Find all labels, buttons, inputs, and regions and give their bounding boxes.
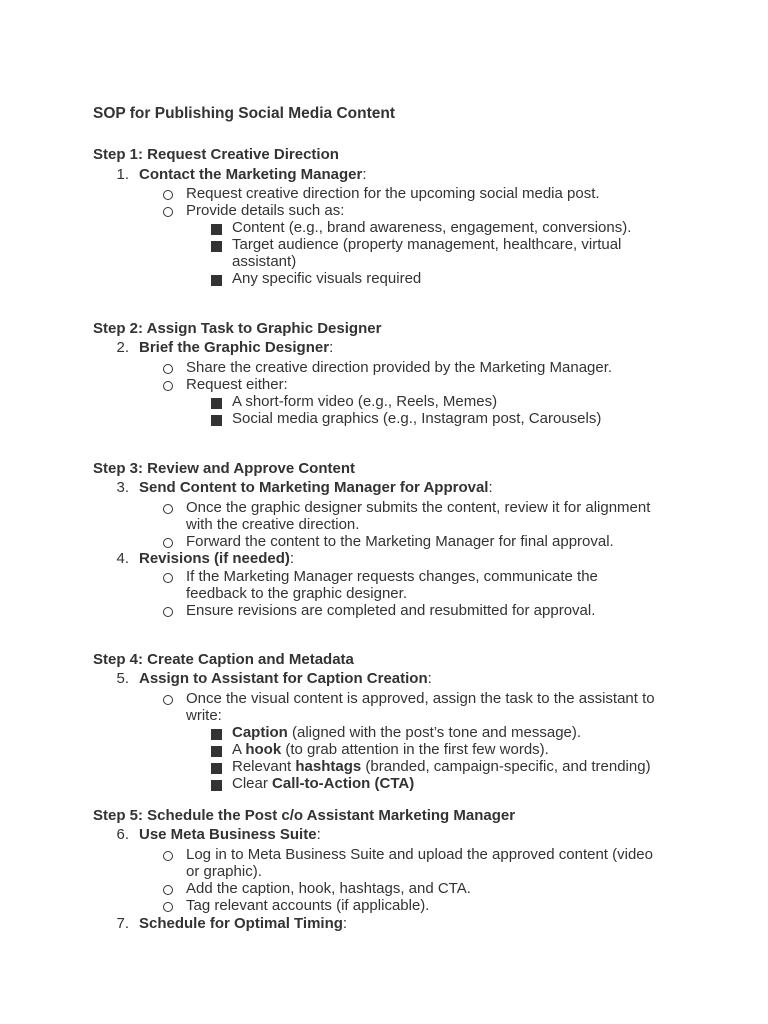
square-bullet-icon xyxy=(211,729,222,740)
sub-item: Tag relevant accounts (if applicable). xyxy=(186,897,430,914)
hollow-circle-bullet-icon xyxy=(163,607,173,617)
step-5-heading: Step 5: Schedule the Post c/o Assistant Marketing Manager xyxy=(93,807,516,824)
square-bullet-icon xyxy=(211,746,222,757)
sub-item: Once the visual content is approved, assign the task to the assistant to xyxy=(186,690,655,707)
sub-sub-item: Target audience (property management, healthcare, virtual xyxy=(232,236,622,253)
sub-sub-item: Any specific visuals required xyxy=(232,270,422,287)
hollow-circle-bullet-icon xyxy=(163,190,173,200)
square-bullet-icon xyxy=(211,398,222,409)
step-1-heading: Step 1: Request Creative Direction xyxy=(93,146,339,163)
hollow-circle-bullet-icon xyxy=(163,851,173,861)
list-item-title: Schedule for Optimal Timing xyxy=(139,915,343,932)
step-3-heading: Step 3: Review and Approve Content xyxy=(93,460,355,477)
step-2-heading: Step 2: Assign Task to Graphic Designer xyxy=(93,320,382,337)
list-item-title: Send Content to Marketing Manager for Approval xyxy=(139,479,489,496)
sub-item-continued: feedback to the graphic designer. xyxy=(186,585,407,602)
step-4-heading: Step 4: Create Caption and Metadata xyxy=(93,651,354,668)
hollow-circle-bullet-icon xyxy=(163,207,173,217)
hollow-circle-bullet-icon xyxy=(163,885,173,895)
square-bullet-icon xyxy=(211,415,222,426)
page-title: SOP for Publishing Social Media Content xyxy=(93,105,395,122)
sub-sub-item: Relevant hashtags (branded, campaign-specific, and trending) xyxy=(232,758,651,775)
sub-item: Forward the content to the Marketing Manager for final approval. xyxy=(186,533,614,550)
square-bullet-icon xyxy=(211,780,222,791)
list-item-title: Assign to Assistant for Caption Creation xyxy=(139,670,428,687)
list-item-1: 1. Contact the Marketing Manager: xyxy=(139,166,367,183)
hollow-circle-bullet-icon xyxy=(163,538,173,548)
list-item-title: Contact the Marketing Manager xyxy=(139,166,363,183)
sub-item: Provide details such as: xyxy=(186,202,345,219)
hollow-circle-bullet-icon xyxy=(163,364,173,374)
list-number: 1. xyxy=(116,166,129,183)
list-number: 7. xyxy=(116,915,129,932)
sub-sub-item: Clear Call-to-Action (CTA) xyxy=(232,775,415,792)
list-number: 4. xyxy=(116,550,129,567)
list-number: 2. xyxy=(116,339,129,356)
list-number: 5. xyxy=(116,670,129,687)
hollow-circle-bullet-icon xyxy=(163,695,173,705)
sub-sub-item: A hook (to grab attention in the first few words). xyxy=(232,741,549,758)
list-item-title: Use Meta Business Suite xyxy=(139,826,317,843)
square-bullet-icon xyxy=(211,241,222,252)
sub-sub-item: Caption (aligned with the post’s tone and message). xyxy=(232,724,582,741)
sub-item: Log in to Meta Business Suite and upload the approved content (video xyxy=(186,846,653,863)
list-item-3: 3. Send Content to Marketing Manager for Approval: xyxy=(139,479,493,496)
list-item-2: 2. Brief the Graphic Designer: xyxy=(139,339,333,356)
sub-item: Share the creative direction provided by the Marketing Manager. xyxy=(186,359,613,376)
list-item-4: 4. Revisions (if needed): xyxy=(139,550,294,567)
list-item-6: 6. Use Meta Business Suite: xyxy=(139,826,321,843)
sub-item: Once the graphic designer submits the content, review it for alignment xyxy=(186,499,651,516)
sub-item: If the Marketing Manager requests changes, communicate the xyxy=(186,568,598,585)
sub-item: Request creative direction for the upcoming social media post. xyxy=(186,185,600,202)
square-bullet-icon xyxy=(211,275,222,286)
list-number: 6. xyxy=(116,826,129,843)
list-item-7: 7. Schedule for Optimal Timing: xyxy=(139,915,347,932)
list-number: 3. xyxy=(116,479,129,496)
sub-item: Ensure revisions are completed and resubmitted for approval. xyxy=(186,602,596,619)
sub-sub-item: Content (e.g., brand awareness, engagement, conversions). xyxy=(232,219,632,236)
list-item-title: Revisions (if needed) xyxy=(139,550,290,567)
sub-sub-item: A short-form video (e.g., Reels, Memes) xyxy=(232,393,498,410)
sub-item: Add the caption, hook, hashtags, and CTA. xyxy=(186,880,471,897)
hollow-circle-bullet-icon xyxy=(163,573,173,583)
sub-sub-item: Social media graphics (e.g., Instagram post, Carousels) xyxy=(232,410,602,427)
hollow-circle-bullet-icon xyxy=(163,504,173,514)
sub-item-continued: with the creative direction. xyxy=(186,516,360,533)
sub-item: Request either: xyxy=(186,376,288,393)
list-item-5: 5. Assign to Assistant for Caption Creation: xyxy=(139,670,432,687)
hollow-circle-bullet-icon xyxy=(163,902,173,912)
sub-sub-item-continued: assistant) xyxy=(232,253,297,270)
hollow-circle-bullet-icon xyxy=(163,381,173,391)
square-bullet-icon xyxy=(211,224,222,235)
sub-item-continued: or graphic). xyxy=(186,863,262,880)
list-item-title: Brief the Graphic Designer xyxy=(139,339,330,356)
square-bullet-icon xyxy=(211,763,222,774)
sub-item-continued: write: xyxy=(186,707,222,724)
